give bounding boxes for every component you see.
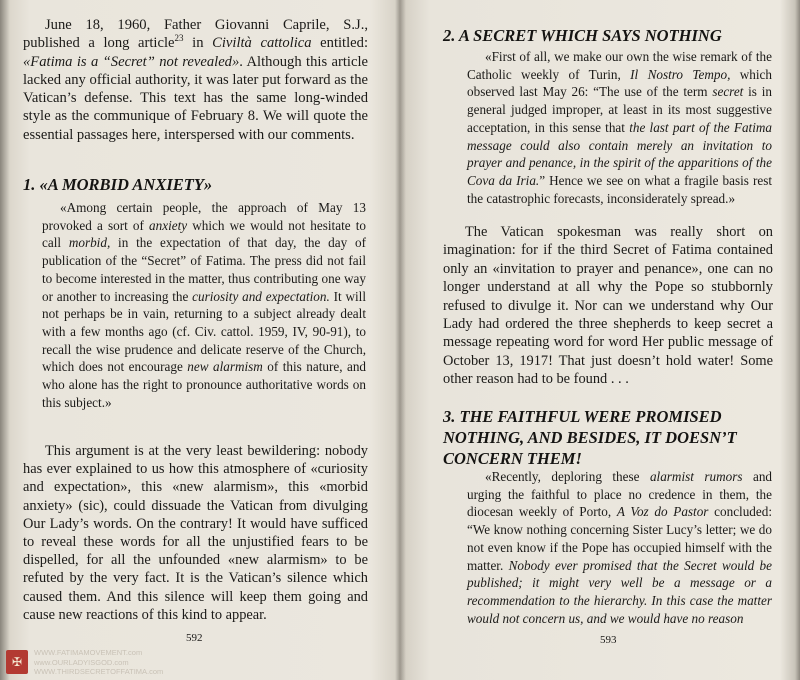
quote-block-2: «First of all, we make our own the wise remark of the Catholic weekly of Turin, Il Nostro Tempo, which observed last May 26: “The use of the term secret is in general judged improper, at least in its most suggestive acceptation, in this sense that the last part of the Fatima message could also contain merely an invitation to prayer and penance, in the spirit of the apparitions of the Cova da Iria.” Hence we see on what a fragile basis rest the catastrophic forecasts, inconsiderately spread.»	[467, 49, 773, 206]
quote-block-3: «Recently, deploring these alarmist rumors and urging the faithful to place no credence in them, the diocesan weekly of Porto, A Voz do Pastor concluded: “We know nothing concerning Sister Lucy’s letter; we do not even know if the Pope has occupied himself with the matter. Nobody ever promised that the Secret would be published; it might very well be a message or a recommendation to the hierarchy. In this case the matter would not concern us, and we would have no reason	[467, 469, 773, 626]
intro-paragraph: June 18, 1960, Father Giovanni Caprile, S.J., published a long article$^{23}$ in Civiltà cattolica entitled: «Fatima is a “Secret” not revealed». Although this article lacked any official authority, it was later put forward as the Vatican’s defense. This text has the same long-winded style as the communique of February 8. We will quote the essential passages here, interspersed with our comments.	[23, 17, 368, 143]
section-heading-2: 2. A SECRET WHICH SAYS NOTHING	[443, 26, 722, 45]
commentary-paragraph-1: This argument is at the very least bewildering: nobody has ever explained to us how this atmosphere of «curiosity and expectation», this «new alarmism», this «morbid anxiety» (sic), could dissuade the Vatican from divulging Our Lady’s words. On the contrary! It would have sufficed to reveal these words for all the unjustified fears to be dispelled, for all the unfounded «new alarmism» to be refuted by the very fact. It is the Vatican’s silence which caused them. And this silence will keep them going and cause new reactions of this kind to appear.	[23, 443, 368, 623]
commentary-paragraph-2: The Vatican spokesman was really short on imagination: for if the third Secret of Fatima contained only an «invitation to prayer and penance», one can no longer understand at all why the Pope so stubbornly refused to divulge it. Nor can we understand why Our Lady had ordered the three shepherds to keep secret a message repeating word for word Her public message of October 13, 1917! That just doesn’t hold water! Some other reason had to be found . . .	[443, 224, 773, 388]
fatima-logo-icon: ✠	[6, 650, 28, 674]
section-heading-1: 1. «A MORBID ANXIETY»	[23, 175, 213, 194]
watermark-line-3: WWW.THIRDSECRETOFFATIMA.com	[34, 667, 164, 677]
right-page	[440, 0, 775, 680]
section-heading-3: 3. THE FAITHFUL WERE PROMISED NOTHING, AND BESIDES, IT DOESN’T CONCERN THEM!	[443, 407, 737, 468]
quote-block-1: «Among certain people, the approach of May 13 provoked a sort of anxiety which we would not hesitate to call morbid, in the expectation of that day, the day of publication of the “Secret” of Fatima. The press did not fail to become interested in the matter, thus contributing one way or another to increasing the curiosity and expectation. It will not perhaps be in vain, returning to a subject already dealt with a few months ago (cf. Civ. cattol. 1959, IV, 90-91), to recall the wise prudence and delicate reserve of the Church, which does not encourage new alarmism of this nature, and who alone has the right to pronounce authoritative words on this subject.»	[42, 200, 367, 410]
page-number-left: 592	[186, 632, 203, 644]
watermark-line-1: WWW.FATIMAMOVEMENT.com	[34, 648, 143, 657]
left-page	[20, 0, 370, 680]
watermark-line-2: www.OURLADYISGOD.com	[34, 657, 129, 667]
footnote-ref: 23	[174, 33, 184, 44]
website-watermark	[4, 646, 204, 678]
page-number-right: 593	[600, 634, 617, 646]
